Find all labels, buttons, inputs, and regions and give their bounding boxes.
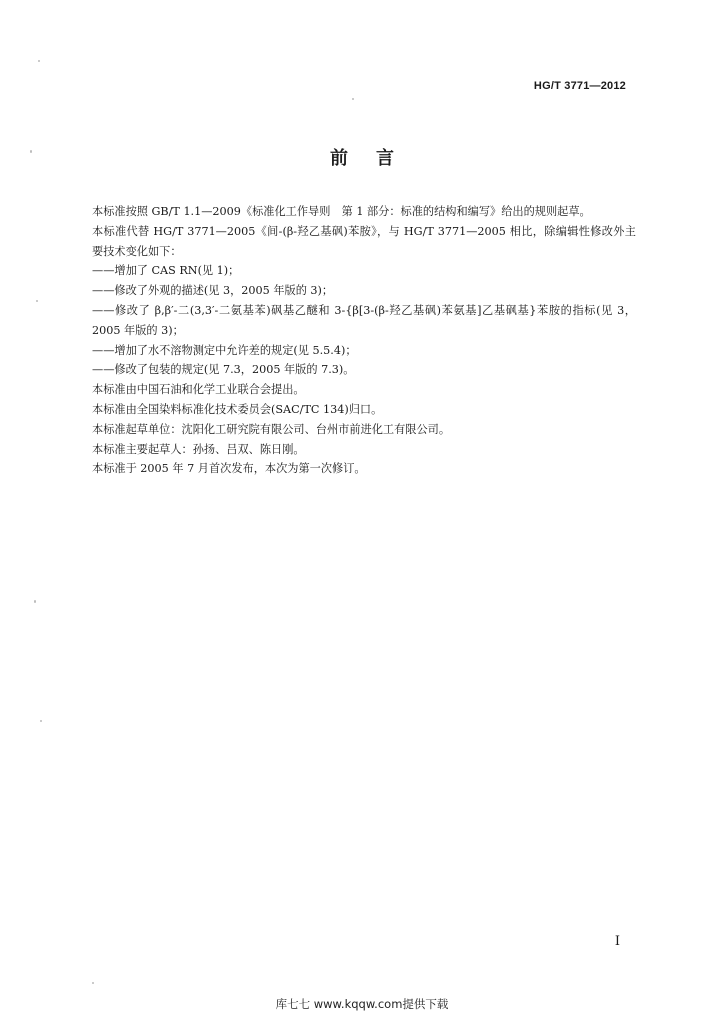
page-number: I xyxy=(614,934,620,949)
paragraph-proposed-by: 本标准由中国石油和化学工业联合会提出。 xyxy=(92,383,305,397)
page-title: 前言 xyxy=(330,148,422,169)
standard-code: HG/T 3771—2012 xyxy=(533,80,626,92)
scan-speck xyxy=(40,720,42,722)
paragraph-history: 本标准于 2005 年 7 月首次发布，本次为第一次修订。 xyxy=(92,462,366,476)
paragraph-replaces: 本标准代替 HG/T 3771—2005《间-(β-羟乙基砜)苯胺》，与 HG/T 3771—2005 相比，除编辑性修改外主要技术变化如下： xyxy=(92,224,636,258)
paragraph-administered-by: 本标准由全国染料标准化技术委员会(SAC/TC 134)归口。 xyxy=(92,402,383,416)
paragraph-drafting-units: 本标准起草单位：沈阳化工研究院有限公司、台州市前进化工有限公司。 xyxy=(92,422,451,436)
scan-speck xyxy=(38,60,40,62)
scan-speck xyxy=(34,600,36,603)
change-item-cas: ——增加了 CAS RN(见 1)； xyxy=(92,264,240,278)
scan-speck xyxy=(36,300,38,302)
change-item-indicators: ——修改了 β,β′-二(3,3′-二氨基苯)砜基乙醚和 3-{β[3-(β-羟乙基砜)苯氨基]乙基砜基}苯胺的指标(见 3，2005 年版的 3)； xyxy=(92,303,636,337)
change-item-packaging: ——修改了包装的规定(见 7.3，2005 年版的 7.3)。 xyxy=(92,363,355,377)
paragraph-drafters: 本标准主要起草人：孙扬、吕双、陈日刚。 xyxy=(92,442,305,456)
change-item-tolerance: ——增加了水不溶物测定中允许差的规定(见 5.5.4)； xyxy=(92,343,357,357)
scan-speck xyxy=(30,150,32,153)
change-item-appearance: ——修改了外观的描述(见 3，2005 年版的 3)； xyxy=(92,284,334,298)
scan-speck xyxy=(92,982,94,984)
download-footer: 库七七 www.kqqw.com提供下载 xyxy=(275,997,449,1011)
preface-body xyxy=(68,202,636,479)
paragraph-drafting-rules: 本标准按照 GB/T 1.1—2009《标准化工作导则 第 1 部分：标准的结构和编写》给出的规则起草。 xyxy=(92,205,591,218)
scan-speck xyxy=(352,98,354,100)
